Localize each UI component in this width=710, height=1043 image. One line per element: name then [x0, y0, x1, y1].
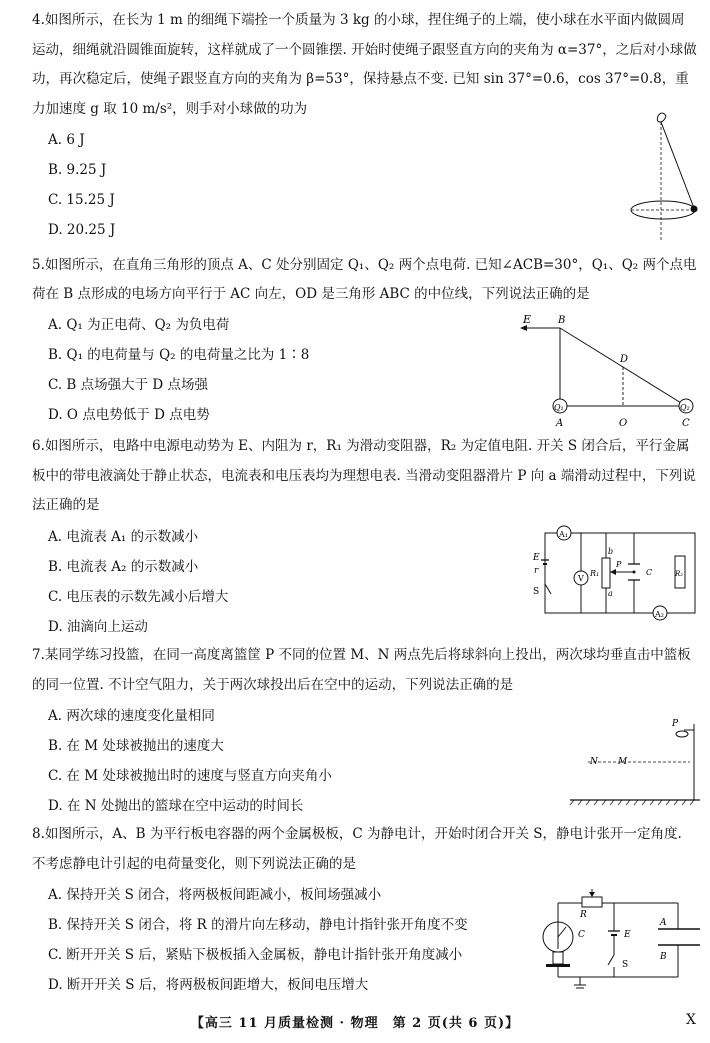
label-e: E: [624, 930, 631, 940]
option-d: D. 在 N 处抛出的篮球在空中运动的时间长: [48, 798, 304, 814]
electrometer-needle: [558, 927, 566, 937]
label-q2: Q₂: [680, 403, 690, 412]
hand-icon: [657, 113, 666, 122]
question-4: [32, 6, 697, 245]
slider-p-icon: [610, 569, 616, 575]
option-a: A. 电流表 A₁ 的示数减小: [48, 528, 199, 545]
label-a1: A₁: [559, 530, 568, 539]
rheostat-r1: [602, 558, 610, 588]
label-v: V: [578, 574, 584, 583]
label-a: A: [556, 418, 564, 429]
option-d: D. 断开开关 S 后，将两极板间距增大，板间电压增大: [48, 977, 369, 993]
ground-hatch: [570, 800, 694, 805]
footer-mark: X: [686, 1012, 696, 1028]
basket-hoop: [676, 731, 688, 737]
label-s: S: [533, 587, 540, 597]
rheostat-r: [582, 897, 602, 907]
label-b: b: [608, 547, 614, 556]
main-loop: [545, 533, 695, 613]
string-line: [661, 122, 694, 208]
page-footer: [0, 1012, 710, 1038]
label-n: N: [590, 757, 598, 767]
label-a: a: [608, 589, 613, 598]
switch-s: [545, 584, 551, 594]
question-6-stem: 6.如图所示，电路中电源电动势为 E、内阻为 r，R₁ 为滑动变阻器，R₂ 为定值电阻. 开关 S 闭合后，平行金属板中的带电液滴处于静止状态，电流表和电压表均为理想电表. 当滑动变阻器滑片 P 向 a 端滑动过程中，下列说法正确的是: [32, 438, 696, 513]
option-a: A. 两次球的速度变化量相同: [48, 708, 215, 724]
label-r: R: [580, 910, 587, 920]
option-d: D. 油滴向上运动: [48, 618, 148, 635]
option-c: C. 电压表的示数先减小后增大: [48, 588, 229, 605]
ball: [691, 206, 698, 213]
question-number: 5.: [32, 257, 45, 273]
label-o: O: [619, 418, 628, 429]
footer-title: 【高三 11 月质量检测 · 物理 第 2 页(共 6 页)】: [190, 1016, 520, 1031]
question-number: 4.: [32, 12, 45, 28]
label-e: E: [523, 313, 532, 326]
option-a: A. 6 J: [48, 132, 85, 148]
electrometer-base: [546, 964, 570, 967]
conical-pendulum-figure: [628, 110, 704, 246]
label-r: r: [534, 566, 539, 576]
option-c: C. B 点场强大于 D 点场强: [48, 377, 209, 393]
label-p: P: [672, 719, 679, 729]
electrometer-stand: [553, 952, 563, 964]
option-b: B. 9.25 J: [48, 162, 107, 178]
oil-drop: [633, 571, 636, 574]
label-d: D: [620, 354, 629, 365]
option-c: C. 在 M 处球被抛出时的速度与竖直方向夹角小: [48, 768, 332, 784]
label-q1: Q₁: [554, 403, 564, 412]
question-number: 6.: [32, 438, 45, 454]
label-p: P: [616, 560, 622, 569]
option-b: B. 保持开关 S 闭合，将 R 的滑片向左移动，静电计指针张开角度不变: [48, 917, 468, 933]
label-a: A: [660, 918, 667, 928]
question-8-stem: 8.如图所示，A、B 为平行板电容器的两个金属极板，C 为静电计，开始时闭合开关 S，静电计张开一定角度. 不考虑静电计引起的电荷量变化，则下列说法正确的是: [32, 826, 682, 872]
label-s: S: [622, 960, 629, 970]
option-b: B. 电流表 A₂ 的示数减小: [48, 558, 199, 575]
slider-arrow-icon: [589, 892, 595, 897]
label-c: C: [682, 418, 690, 429]
option-d: D. 20.25 J: [48, 222, 116, 238]
label-c: C: [646, 568, 653, 577]
triangle-charges-figure: [514, 308, 704, 432]
question-5-stem: 5.如图所示，在直角三角形的顶点 A、C 处分别固定 Q₁、Q₂ 两个点电荷. 已知∠ACB=30°，Q₁、Q₂ 两个点电荷在 B 点形成的电场方向平行于 AC 向左，OD 是三角形 ABC 的中位线，下列说法正确的是: [32, 257, 697, 302]
label-b: B: [558, 315, 566, 326]
capacitor-electrometer-figure: [536, 885, 700, 993]
option-a: A. Q₁ 为正电荷、Q₂ 为负电荷: [48, 317, 230, 333]
option-a: A. 保持开关 S 闭合，将两极板间距减小，板间场强减小: [48, 887, 382, 903]
label-m: M: [618, 757, 628, 767]
label-c: C: [578, 930, 585, 940]
basketball-figure: [566, 712, 704, 808]
option-c: C. 15.25 J: [48, 192, 115, 208]
question-number: 8.: [32, 826, 45, 842]
label-e: E: [533, 553, 540, 563]
option-d: D. O 点电势低于 D 点电势: [48, 407, 210, 423]
option-b: B. 在 M 处球被抛出的速度大: [48, 738, 224, 754]
label-a2: A₂: [655, 610, 664, 619]
question-7-stem: 7.某同学练习投篮，在同一高度离篮筐 P 不同的位置 M、N 两点先后将球斜向上投出，两次球均垂直击中篮板的同一位置. 不计空气阻力，关于两次球投出后在空中的运动，下列说法正确的是: [32, 647, 691, 693]
option-b: B. Q₁ 的电荷量与 Q₂ 的电荷量之比为 1∶8: [48, 347, 310, 363]
label-r1: R₁: [590, 569, 600, 578]
circuit-figure: [530, 522, 702, 624]
label-b: B: [660, 952, 667, 962]
switch-s: [608, 955, 614, 965]
question-number: 7.: [32, 647, 45, 663]
option-c: C. 断开开关 S 后，紧贴下极板插入金属板，静电计指针张开角度减小: [48, 947, 463, 963]
label-r2: R₂: [675, 570, 684, 578]
question-4-stem: 4.如图所示，在长为 1 m 的细绳下端拴一个质量为 3 kg 的小球，捏住绳子的上端，使小球在水平面内做圆周运动，细绳就沿圆锥面旋转，这样就成了一个圆锥摆. 开始时使绳子跟竖直方向的夹角为 α=37°，之后对小球做功，再次稳定后，使绳子跟竖直方向的夹角为 β=53°，保持悬点不变. 已知 sin 37°=0.6，cos 37°=0.8，重力加速度 g 取 10 m/s²，则手对小球做的功为: [32, 12, 697, 117]
